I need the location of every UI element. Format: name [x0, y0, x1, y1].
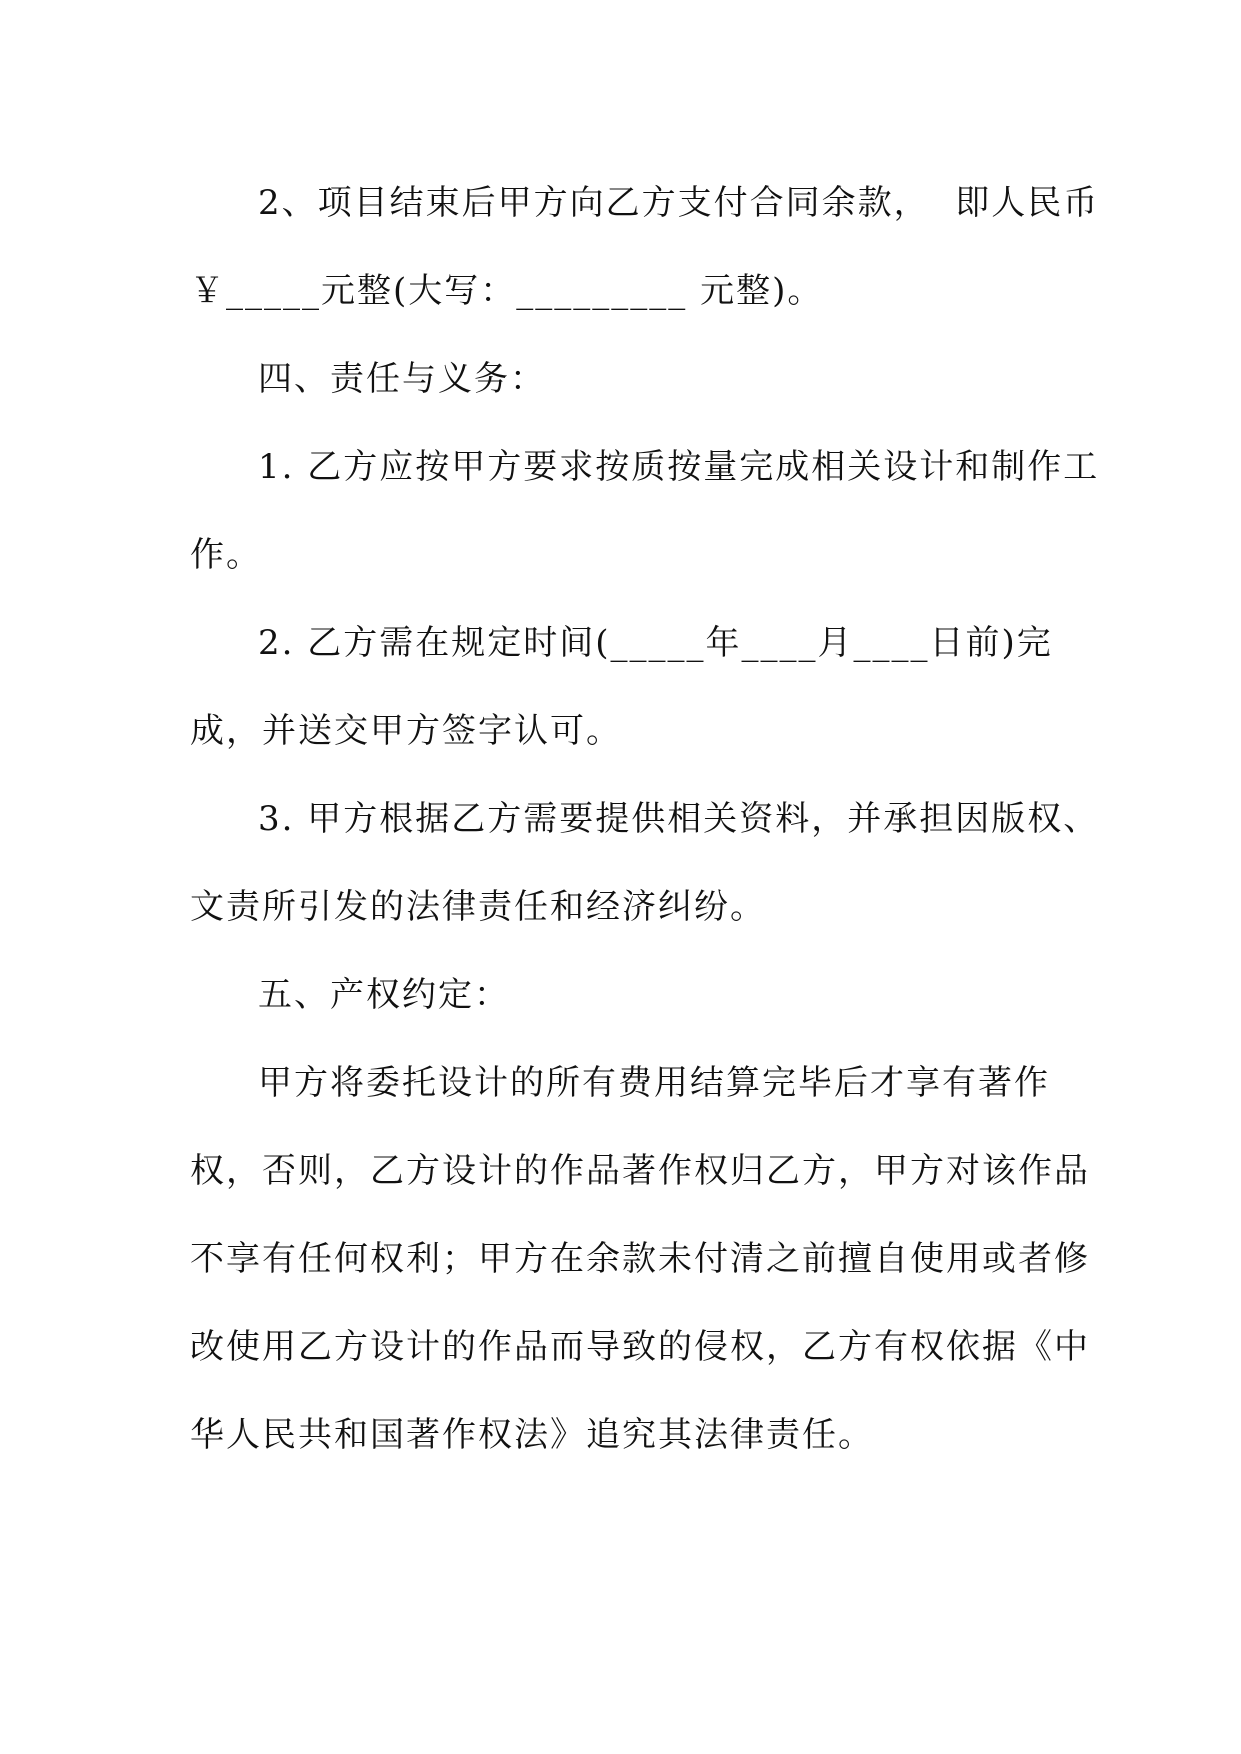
section-heading-responsibilities: 四、责任与义务： [258, 359, 546, 399]
paragraph-payment-amount: ￥_____元整(大写：_________ 元整)。 [190, 271, 824, 311]
clause-3-line-2: 文责所引发的法律责任和经济纠纷。 [190, 887, 766, 927]
section-heading-ip: 五、产权约定： [258, 975, 510, 1015]
ip-paragraph-line-2: 权，否则，乙方设计的作品著作权归乙方，甲方对该作品 [190, 1151, 1090, 1191]
clause-3-line-1: 3. 甲方根据乙方需要提供相关资料，并承担因版权、 [258, 799, 1100, 839]
ip-paragraph-line-4: 改使用乙方设计的作品而导致的侵权，乙方有权依据《中 [190, 1327, 1090, 1367]
ip-paragraph-line-3: 不享有任何权利；甲方在余款未付清之前擅自使用或者修 [190, 1239, 1090, 1279]
ip-paragraph-line-5: 华人民共和国著作权法》追究其法律责任。 [190, 1415, 874, 1455]
clause-2-line-2: 成，并送交甲方签字认可。 [190, 711, 622, 751]
clause-2-line-1: 2. 乙方需在规定时间(_____年____月____日前)完 [258, 623, 1053, 663]
clause-1-line-1: 1. 乙方应按甲方要求按质按量完成相关设计和制作工 [258, 447, 1100, 487]
clause-1-line-2: 作。 [190, 535, 262, 575]
paragraph-payment-balance: 2、项目结束后甲方向乙方支付合同余款， 即人民币 [258, 183, 1100, 223]
ip-paragraph-line-1: 甲方将委托设计的所有费用结算完毕后才享有著作 [258, 1063, 1050, 1103]
